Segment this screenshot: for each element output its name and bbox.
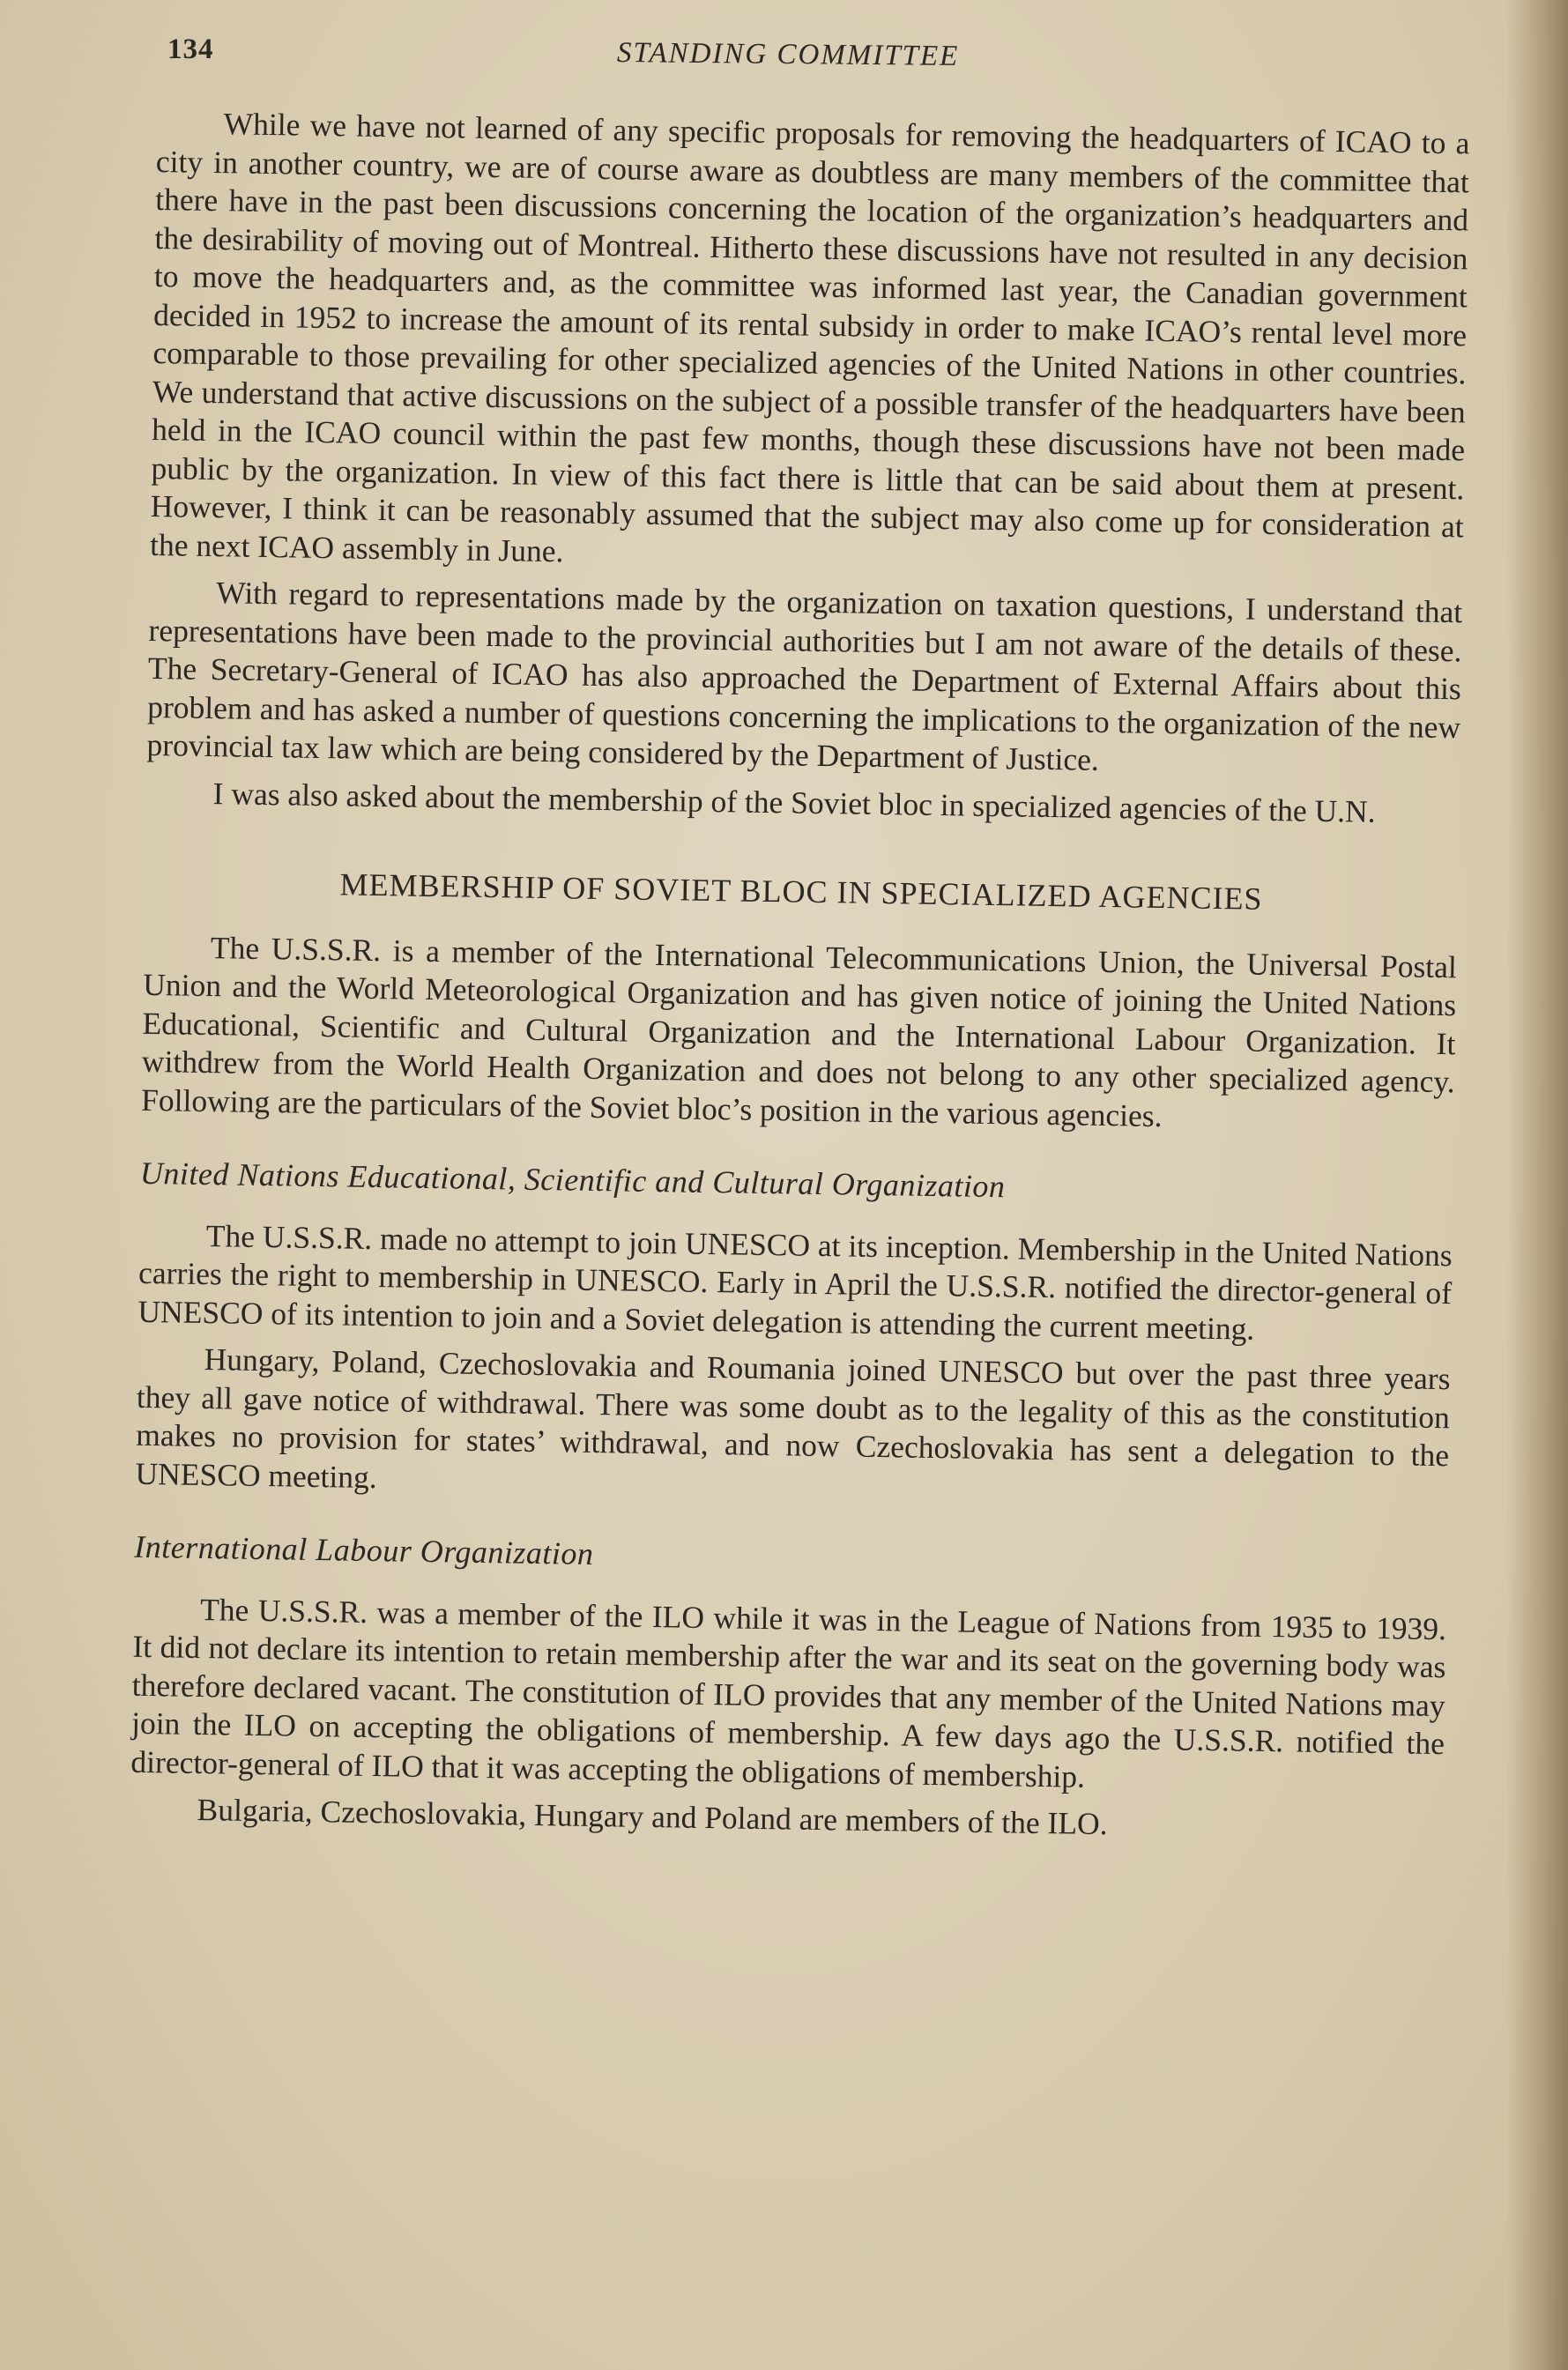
page-number: 134 [167,33,214,65]
section-heading: MEMBERSHIP OF SOVIET BLOC IN SPECIALIZED AGENCIES [339,866,1263,917]
paragraph-unesco-bloc: Hungary, Poland, Czechoslovakia and Roumania joined UNESCO but over the past three years they all gave notice of withdrawal. There was some doubt as to the legality of this as the constitution makes no provision for states’ withdrawal, and now Czechoslovakia has sent a delegation to the UNESCO meeting. [135,1341,1451,1495]
page-edge-shadow [1506,0,1568,2370]
paragraph-ilo-members: Bulgaria, Czechoslovakia, Hungary and Poland are members of the ILO. [197,1791,1108,1842]
running-head [167,33,1472,86]
subheading-ilo: International Labour Organization [133,1528,594,1571]
page-body [130,104,1470,1858]
paragraph-soviet-membership: The U.S.S.R. is a member of the International Telecommunications Union, the Universal Postal Union and the World Meteorological Organization and has given notice of joining the United Nations Educational, Scientific and Cultural Organization and the International Labour Organization. It withdrew from the World Health Organization and does not belong to any other specialized agency. Following are the particulars of the Soviet bloc’s position in the various agencies. [140,929,1458,1133]
paragraph-unesco-ussr: The U.S.S.R. made no attempt to join UNESCO at its inception. Membership in the United Nations carries the right to membership in UNESCO. Early in April the U.S.S.R. notified the director-general of UNESCO of its intention to join and a Soviet delegation is attending the current meeting. [137,1217,1453,1347]
paragraph-soviet-question: I was also asked about the membership of the Soviet bloc in specialized agencies of the U.N. [212,775,1376,829]
paragraph-taxation: With regard to representations made by the organization on taxation questions, I understand that representations have been made to the provincial authorities but I am not aware of the details of these. The Secretary-General of ICAO has also approached the Department of External Affairs about this problem and has asked a number of questions concerning the implications to the organization of the new provincial tax law which are being considered by the Department of Justice. [146,575,1463,777]
paragraph-icao-headquarters: While we have not learned of any specific proposals for removing the headquarters of ICAO to a city in another country, we are of course aware as doubtless are many members of the committee that there have in the past been discussions concerning the location of the organization’s headquarters and the desirability of moving out of Montreal. Hitherto these discussions have not resulted in any decision to move the headquarters and, as the committee was informed last year, the Canadian government decided in 1952 to increase the amount of its rental subsidy in order to make ICAO’s rental level more comparable to those prevailing for other specialized agencies of the United Nations in other countries. We understand that active discussions on the subject of a possible transfer of the headquarters have been held in the ICAO council within the past few months, though these discussions have not been made public by the organization. In view of this fact there is little that can be said about them at present. However, I think it can be reasonably assumed that the subject may also come up for consideration at the next ICAO assembly in June. [149,106,1470,568]
subheading-unesco: United Nations Educational, Scientific and Cultural Organization [139,1155,1006,1205]
running-title: STANDING COMMITTEE [616,36,960,73]
paragraph-ilo-ussr: The U.S.S.R. was a member of the ILO while it was in the League of Nations from 1935 to 1939. It did not declare its intention to retain membership after the war and its seat on the governing body was therefore declared vacant. The constitution of ILO provides that any member of the United Nations may join the ILO on accepting the obligations of membership. A few days ago the U.S.S.R. notified the director-general of ILO that it was accepting the obligations of membership. [130,1591,1447,1794]
